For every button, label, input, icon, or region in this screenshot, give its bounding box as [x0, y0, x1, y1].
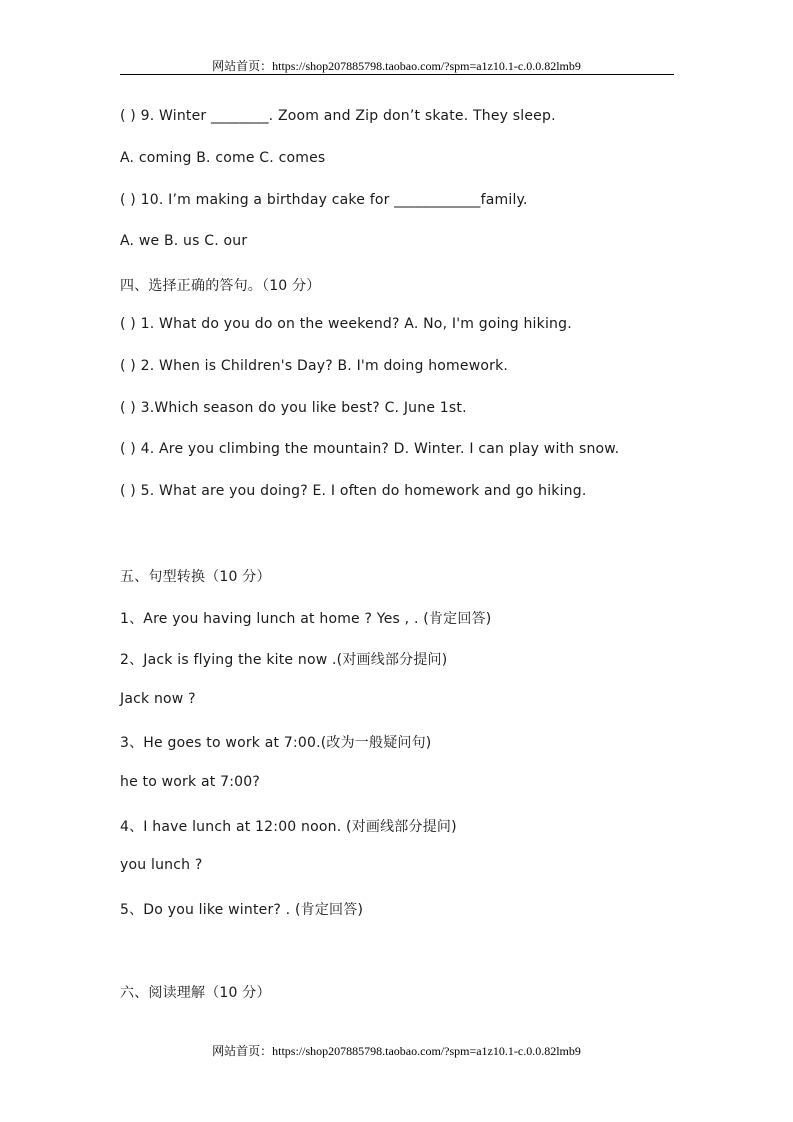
transform-question-2: 2、Jack is flying the kite now .(对画线部分提问) [120, 652, 448, 668]
question-9-options: A. coming B. come C. comes [120, 150, 326, 166]
transform-answer-3: he to work at 7:00? [120, 774, 260, 790]
match-question-2: ( ) 2. When is Children's Day? B. I'm doing homework. [120, 358, 509, 374]
transform-question-3: 3、He goes to work at 7:00.(改为一般疑问句) [120, 735, 432, 751]
page-header: 网站首页：https://shop207885798.taobao.com/?spm=a1z10.1-c.0.0.82lmb9 [212, 59, 581, 73]
match-question-4: ( ) 4. Are you climbing the mountain? D. Winter. I can play with snow. [120, 441, 620, 457]
transform-answer-2: Jack now ? [120, 691, 196, 707]
section-4-heading: 四、选择正确的答句。（10 分） [120, 278, 321, 294]
transform-answer-4: you lunch ? [120, 857, 203, 873]
question-10: ( ) 10. I’m making a birthday cake for ____________family. [120, 192, 528, 208]
header-divider [120, 74, 674, 75]
page-footer: 网站首页：https://shop207885798.taobao.com/?spm=a1z10.1-c.0.0.82lmb9 [212, 1044, 581, 1058]
question-10-options: A. we B. us C. our [120, 233, 248, 249]
question-9: ( ) 9. Winter ________. Zoom and Zip don’t skate. They sleep. [120, 108, 556, 124]
transform-question-4: 4、I have lunch at 12:00 noon. (对画线部分提问) [120, 819, 457, 835]
section-5-heading: 五、句型转换（10 分） [120, 569, 271, 585]
match-question-1: ( ) 1. What do you do on the weekend? A. No, I'm going hiking. [120, 316, 572, 332]
transform-question-5: 5、Do you like winter? . (肯定回答) [120, 902, 364, 918]
transform-question-1: 1、Are you having lunch at home ? Yes , . (肯定回答) [120, 611, 492, 627]
match-question-5: ( ) 5. What are you doing? E. I often do homework and go hiking. [120, 483, 587, 499]
match-question-3: ( ) 3.Which season do you like best? C. June 1st. [120, 400, 467, 416]
section-6-heading: 六、阅读理解（10 分） [120, 985, 271, 1001]
